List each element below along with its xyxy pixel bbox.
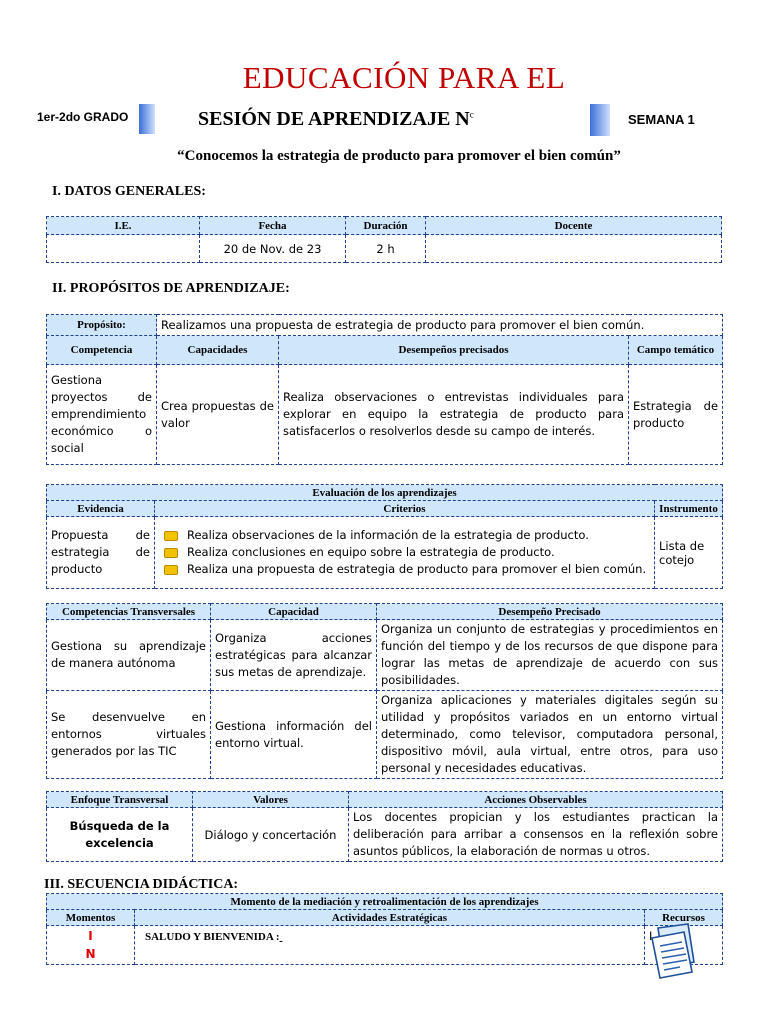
session-subtitle: “Conocemos la estrategia de producto para promover el bien común” (177, 148, 621, 164)
cell-campo-tematico: Estrategia de producto (629, 365, 723, 465)
cell-capacidad-2: Gestiona información del entorno virtual. (211, 691, 377, 779)
criterio-item: Realiza conclusiones en equipo sobre la estrategia de producto. (159, 544, 650, 561)
criterio-item: Realiza una propuesta de estrategia de producto para promover el bien común. (159, 561, 650, 578)
header-capacidades: Capacidades (157, 336, 279, 365)
section-secuencia: III. SECUENCIA DIDÁCTICA: (44, 877, 239, 892)
header-desempenos: Desempeños precisados (279, 336, 629, 365)
header-capacidad: Capacidad (211, 604, 377, 620)
session-title (198, 108, 474, 131)
header-desempeno-precisado: Desempeño Precisado (377, 604, 723, 620)
criterios-list (159, 527, 650, 578)
cell-valores: Diálogo y concertación (193, 808, 349, 862)
cell-ie (47, 235, 200, 263)
week-bar (590, 104, 610, 136)
criterio-item: Realiza observaciones de la información de la estrategia de producto. (159, 527, 650, 544)
bullet-folder-icon (164, 548, 178, 558)
header-actividades: Actividades Estratégicas (135, 910, 645, 926)
header-campo-tematico: Campo temático (629, 336, 723, 365)
cell-desempeno-2: Organiza aplicaciones y materiales digitales según su utilidad y propósitos variados en un entorno virtual determinado, como televisor, computadora personal, dispositivo móvil, aula virtual, entre otros, para uso personal y necesidades educativas. (377, 691, 723, 779)
header-fecha: Fecha (200, 217, 346, 235)
header-enfoque: Enfoque Transversal (47, 792, 193, 808)
secuencia-title: Momento de la mediación y retroalimentación de los aprendizajes (47, 894, 723, 910)
datos-generales-table (46, 216, 722, 263)
cell-desempenos: Realiza observaciones o entrevistas individuales para explorar en equipo la estrategia de producto para satisfacerlos o resolverlos desde su campo de interés. (279, 365, 629, 465)
evaluacion-table (46, 484, 723, 589)
transversales-table (46, 603, 723, 779)
momento-inicio: I N (47, 926, 135, 965)
cell-desempeno-1: Organiza un conjunto de estrategias y procedimientos en función del tiempo y de los recursos de que dispone para lograr las metas de aprendizaje de acuerdo con sus posibilidades. (377, 620, 723, 691)
grade-badge (37, 104, 157, 134)
cell-acciones: Los docentes propician y los estudiantes practican la deliberación para arribar a consensos en la reflexión sobre asuntos públicos, la elaboración de normas u otros. (349, 808, 723, 862)
cell-recurso: I (645, 926, 723, 965)
enfoque-table (46, 791, 723, 862)
header-valores: Valores (193, 792, 349, 808)
cell-duracion: 2 h (346, 235, 426, 263)
cell-docente (426, 235, 722, 263)
header-evidencia: Evidencia (47, 501, 155, 517)
header-duracion: Duración (346, 217, 426, 235)
page-title: EDUCACIÓN PARA EL (242, 60, 566, 95)
header-docente: Docente (426, 217, 722, 235)
header-momentos: Momentos (47, 910, 135, 926)
proposito-label: Propósito: (47, 315, 157, 336)
header-acciones: Acciones Observables (349, 792, 723, 808)
cell-instrumento: Lista de cotejo (655, 517, 723, 589)
header-comp-transversales: Competencias Transversales (47, 604, 211, 620)
cell-competencia: Gestiona proyectos de emprendimiento económico o social (47, 365, 157, 465)
proposito-text: Realizamos una propuesta de estrategia de producto para promover el bien común. (157, 315, 723, 336)
cell-transversal-2: Se desenvuelve en entornos virtuales generados por las TIC (47, 691, 211, 779)
cell-capacidad-1: Organiza acciones estratégicas para alcanzar sus metas de aprendizaje. (211, 620, 377, 691)
week-label: SEMANA 1 (628, 112, 695, 127)
bullet-folder-icon (164, 565, 178, 575)
cell-fecha: 20 de Nov. de 23 (200, 235, 346, 263)
header-recursos: Recursos (645, 910, 723, 926)
session-number: c (469, 109, 474, 120)
cell-actividad: SALUDO Y BIENVENIDA : (135, 926, 645, 965)
secuencia-table (46, 893, 723, 965)
section-propositos: II. PROPÓSITOS DE APRENDIZAJE: (52, 281, 290, 296)
grade-label: 1er-2do GRADO (37, 110, 129, 124)
cell-transversal-1: Gestiona su aprendizaje de manera autónoma (47, 620, 211, 691)
propositos-table (46, 314, 723, 465)
cell-enfoque: Búsqueda de la excelencia (47, 808, 193, 862)
header-criterios: Criterios (155, 501, 655, 517)
bullet-folder-icon (164, 531, 178, 541)
cell-criterios (155, 517, 655, 589)
week-badge (590, 104, 720, 134)
header-instrumento: Instrumento (655, 501, 723, 517)
section-datos-generales: I. DATOS GENERALES: (52, 184, 206, 199)
evaluacion-title: Evaluación de los aprendizajes (47, 485, 723, 501)
grade-bar (139, 104, 155, 134)
cell-capacidades: Crea propuestas de valor (157, 365, 279, 465)
documents-icon (644, 922, 708, 984)
header-competencia: Competencia (47, 336, 157, 365)
header-ie: I.E. (47, 217, 200, 235)
session-label: SESIÓN DE APRENDIZAJE N (198, 108, 470, 130)
cell-evidencia: Propuesta de estrategia de producto (47, 517, 155, 589)
